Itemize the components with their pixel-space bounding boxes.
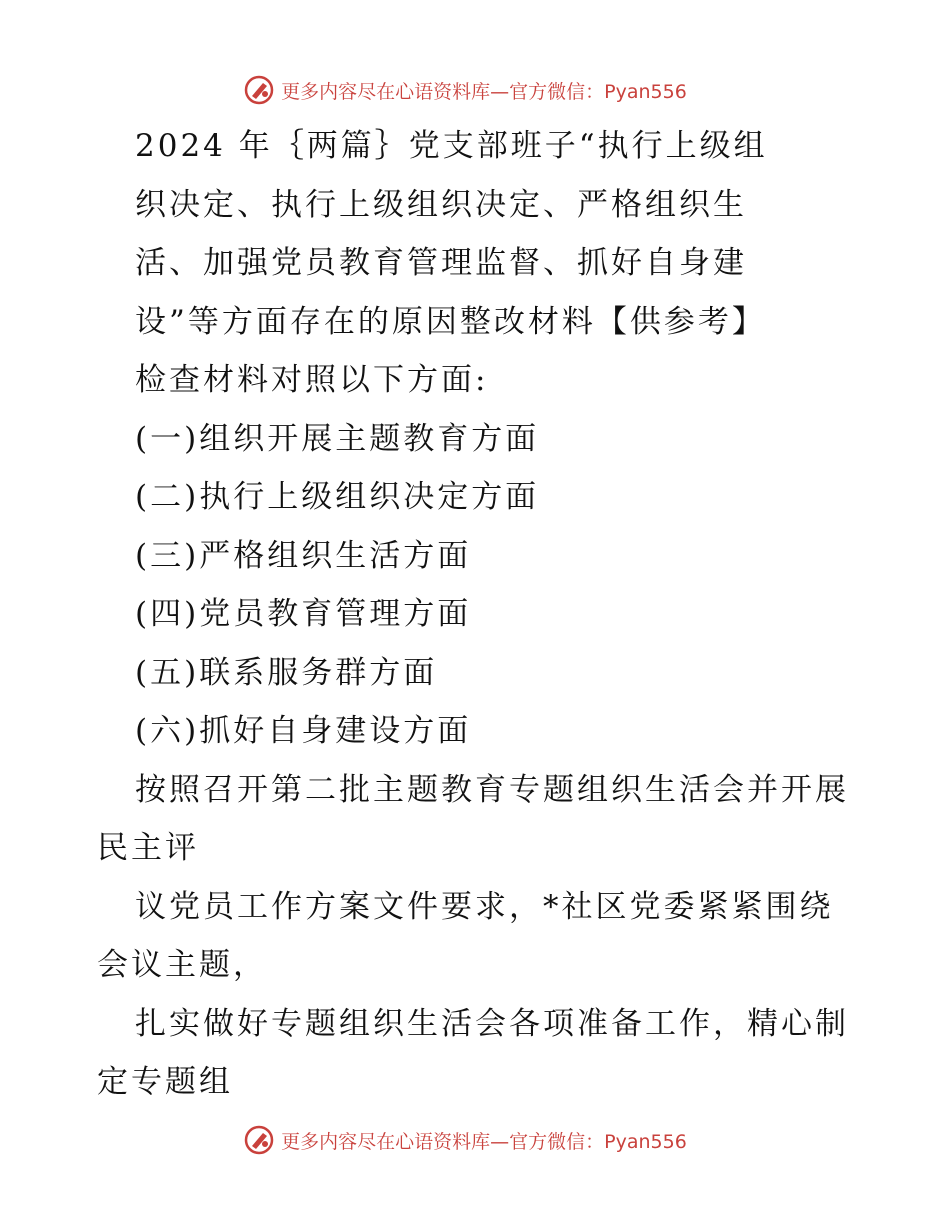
list-item: (四)党员教育管理方面 [135,596,472,632]
title-line: 2024 年｛两篇｝党支部班子“执行上级组 [135,128,768,164]
watermark-text-bottom: 更多内容尽在心语资料库—官方微信：Pyan556 [281,1130,687,1153]
body-line: 定专题组 [97,1064,233,1100]
body-line: 民主评 [97,830,199,866]
watermark-banner-bottom [0,1120,950,1160]
intro-text: 检查材料对照以下方面: [135,362,489,398]
watermark-banner-top [0,70,950,110]
title-line: 织决定、执行上级组织决定、严格组织生 [135,186,747,223]
list-item: (一)组织开展主题教育方面 [135,420,540,457]
body-line: 按照召开第二批主题教育专题组织生活会并开展 [135,771,849,808]
watermark-text-top: 更多内容尽在心语资料库—官方微信：Pyan556 [281,80,687,103]
list-item: (六)抓好自身建设方面 [135,713,472,749]
body-line: 扎实做好专题组织生活会各项准备工作，精心制 [135,1005,849,1042]
list-item: (三)严格组织生活方面 [135,537,472,574]
title-line: 活、加强党员教育管理监督、抓好自身建 [135,245,747,281]
seal-logo-icon [243,74,275,106]
body-line: 会议主题， [97,947,267,983]
body-line: 议党员工作方案文件要求，*社区党委紧紧围绕 [135,888,834,925]
seal-logo-icon [243,1124,275,1156]
document-body [97,117,867,1112]
title-line: 设”等方面存在的原因整改材料【供参考】 [135,303,766,340]
list-item: (二)执行上级组织决定方面 [135,479,540,515]
list-item: (五)联系服务群方面 [135,654,438,691]
